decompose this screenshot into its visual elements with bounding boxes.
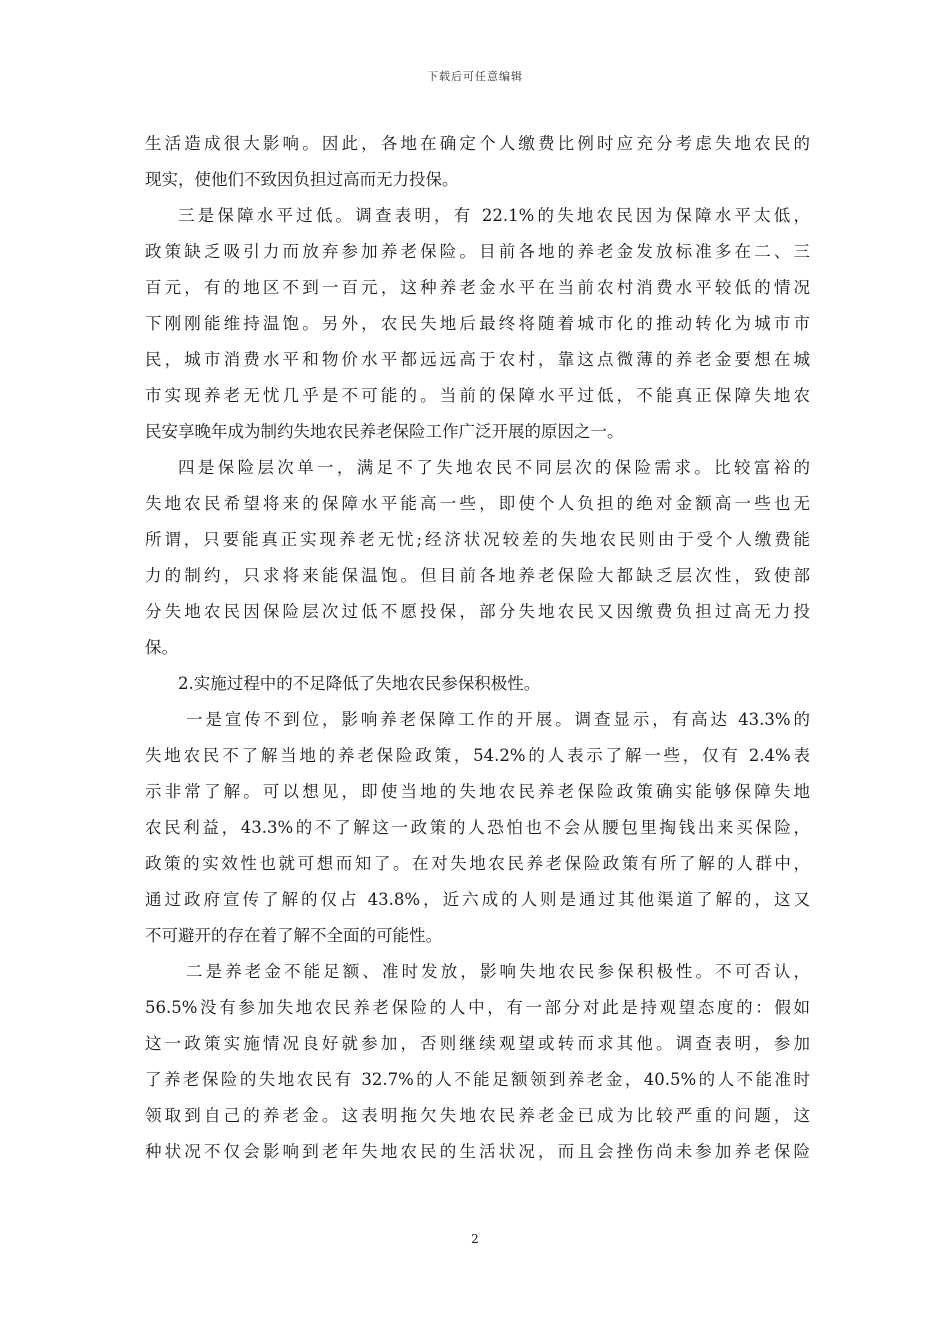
text-line: 市实现养老无忧几乎是不可能的。当前的保障水平过低，不能真正保障失地农 [145, 386, 810, 405]
page-number: 2 [471, 1232, 479, 1246]
document-body [145, 126, 810, 1170]
paragraph-start-line: 二是养老金不能足额、准时发放，影响失地农民参保积极性。不可否认， [186, 962, 810, 981]
page-header: 下载后可任意编辑 [427, 70, 523, 83]
text-line: 领取到自己的养老金。这表明拖欠失地农民养老金已成为比较严重的问题，这 [145, 1106, 810, 1125]
text-line: 不可避开的存在着了解不全面的可能性。 [145, 926, 442, 945]
text-line: 生活造成很大影响。因此，各地在确定个人缴费比例时应充分考虑失地农民的 [145, 134, 810, 153]
text-line: 政策的实效性也就可想而知了。在对失地农民养老保险政策有所了解的人群中， [145, 854, 810, 873]
text-line: 分失地农民因保险层次过低不愿投保，部分失地农民又因缴费负担过高无力投 [145, 602, 810, 621]
paragraph-start-line: 一是宣传不到位，影响养老保障工作的开展。调查显示，有高达 43.3%的 [186, 710, 810, 729]
text-line: 政策缺乏吸引力而放弃参加养老保险。目前各地的养老金发放标准多在二、三 [145, 242, 810, 261]
text-line: 保。 [145, 638, 178, 657]
text-line: 了养老保险的失地农民有 32.7%的人不能足额领到养老金，40.5%的人不能准时 [145, 1070, 810, 1089]
text-line: 下刚刚能维持温饱。另外，农民失地后最终将随着城市化的推动转化为城市市 [145, 314, 810, 333]
text-line: 民安享晚年成为制约失地农民养老保险工作广泛开展的原因之一。 [145, 422, 624, 441]
text-line: 现实，使他们不致因负担过高而无力投保。 [145, 170, 459, 189]
paragraph-start-line: 四是保险层次单一，满足不了失地农民不同层次的保险需求。比较富裕的 [178, 458, 810, 477]
text-line: 百元，有的地区不到一百元，这种养老金水平在当前农村消费水平较低的情况 [145, 278, 810, 297]
section-heading: 2.实施过程中的不足降低了失地农民参保积极性。 [178, 674, 541, 693]
text-line: 所谓，只要能真正实现养老无忧;经济状况较差的失地农民则由于受个人缴费能 [145, 530, 810, 549]
text-line: 种状况不仅会影响到老年失地农民的生活状况，而且会挫伤尚未参加养老保险 [145, 1142, 810, 1161]
text-line: 民，城市消费水平和物价水平都远远高于农村，靠这点微薄的养老金要想在城 [145, 350, 810, 369]
text-line: 通过政府宣传了解的仅占 43.8%，近六成的人则是通过其他渠道了解的，这又 [145, 890, 810, 909]
text-line: 56.5%没有参加失地农民养老保险的人中，有一部分对此是持观望态度的：假如 [145, 998, 810, 1017]
text-line: 力的制约，只求将来能保温饱。但目前各地养老保险大都缺乏层次性，致使部 [145, 566, 810, 585]
text-line: 农民利益，43.3%的不了解这一政策的人恐怕也不会从腰包里掏钱出来买保险， [145, 818, 810, 837]
paragraph-start-line: 三是保障水平过低。调查表明，有 22.1%的失地农民因为保障水平太低， [178, 206, 810, 225]
text-line: 失地农民希望将来的保障水平能高一些，即使个人负担的绝对金额高一些也无 [145, 494, 810, 513]
text-line: 失地农民不了解当地的养老保险政策，54.2%的人表示了解一些，仅有 2.4%表 [145, 746, 810, 765]
text-line: 示非常了解。可以想见，即使当地的失地农民养老保险政策确实能够保障失地 [145, 782, 810, 801]
text-line: 这一政策实施情况良好就参加，否则继续观望或转而求其他。调查表明，参加 [145, 1034, 810, 1053]
